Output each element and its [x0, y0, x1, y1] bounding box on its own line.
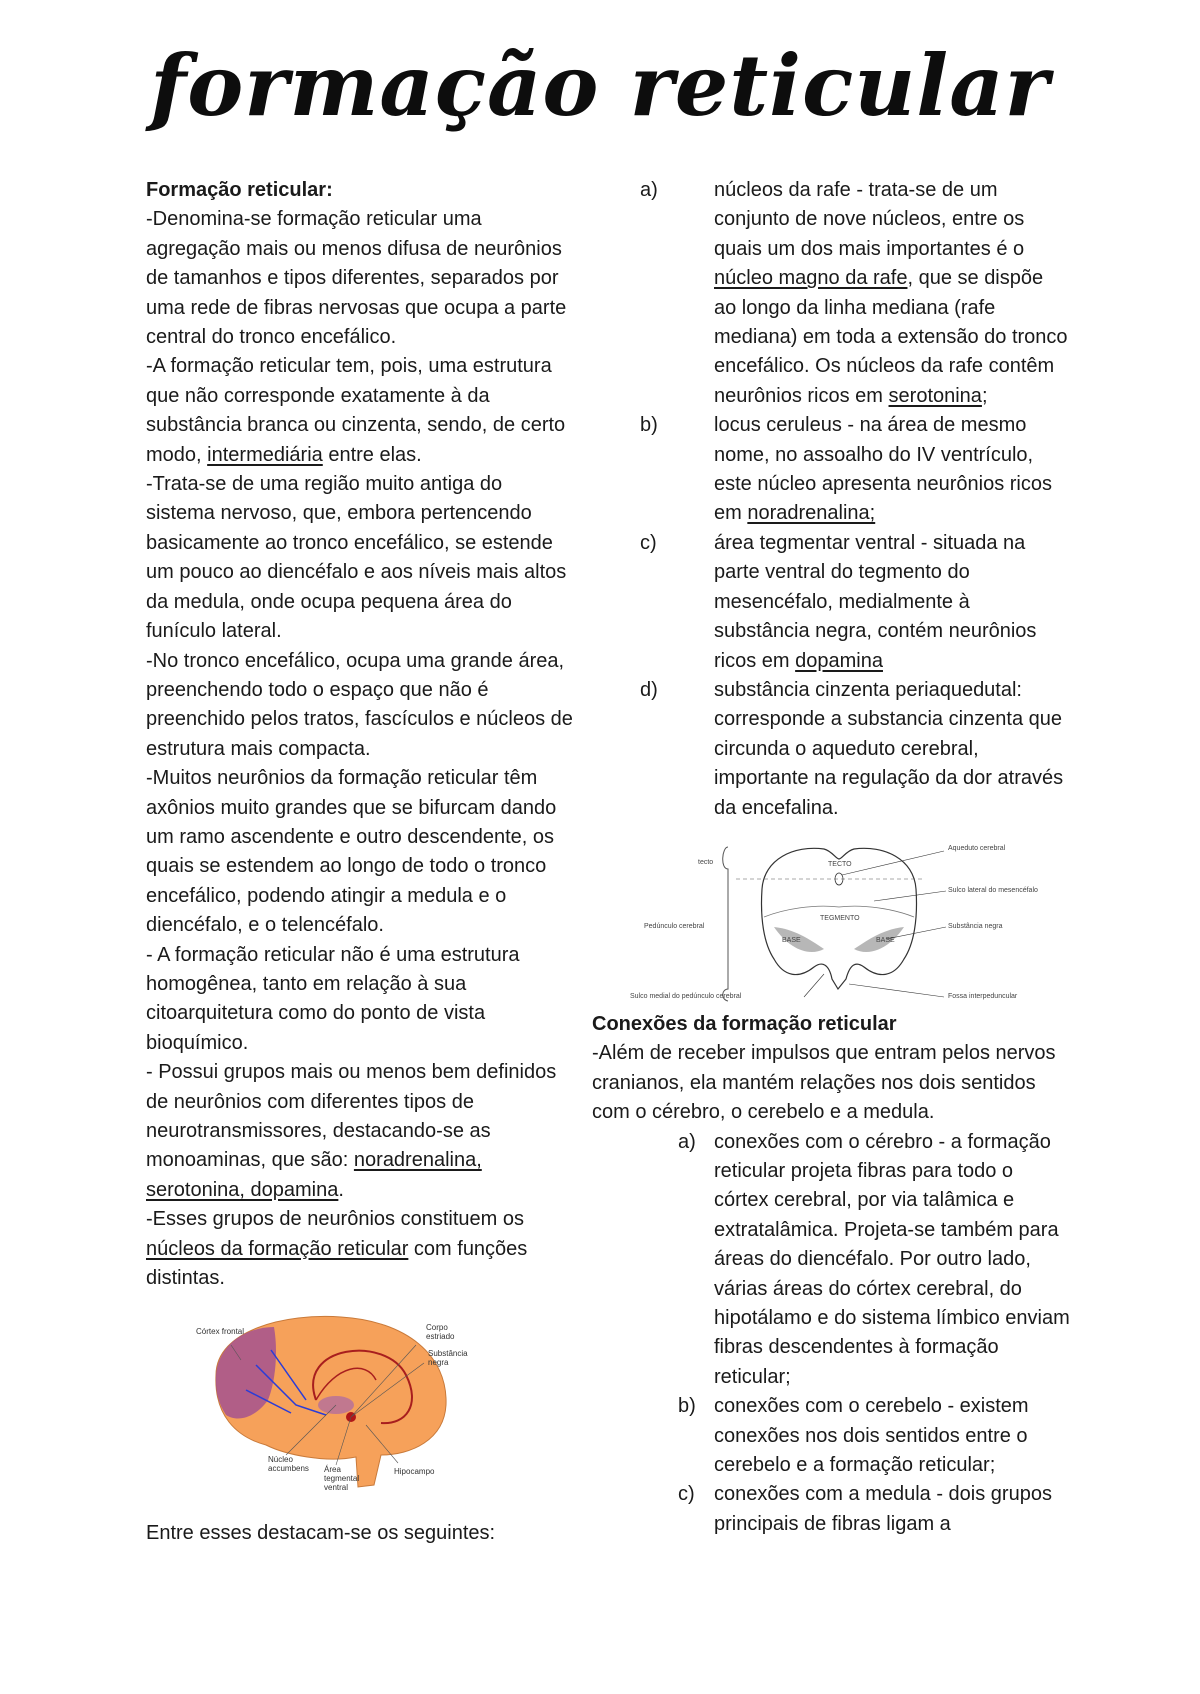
underlined-term: núcleo magno da rafe — [714, 267, 908, 290]
brain-pathways-figure — [176, 1305, 476, 1495]
list-item: b) conexões com o cerebelo - existem conexões nos dois sentidos entre o cerebelo e a formação reticular; — [678, 1395, 1029, 1477]
label-fossa: Fossa interpeduncular — [948, 992, 1018, 1000]
label-base-left: BASE — [782, 936, 801, 944]
paragraph-groups: - Possui grupos mais ou menos bem definidos de neurônios com diferentes tipos de neurotransmissores, destacando-se as monoaminas, que são: noradrenalina, serotonina, dopamina. — [146, 1061, 557, 1201]
list-item: c) área tegmentar ventral - situada na parte ventral do tegmento do mesencéfalo, medialmente à substância negra, contém neurônios ricos em dopamina — [640, 531, 1037, 672]
label-tegmento: TEGMENTO — [820, 914, 860, 922]
label-tecto: tecto — [698, 858, 714, 866]
underlined-term: noradrenalina; — [747, 502, 876, 525]
connections-intro: -Além de receber impulsos que entram pelos nervos cranianos, ela mantém relações nos dois sentidos com o cérebro, o cerebelo e a medula. — [592, 1042, 1056, 1124]
label-frontal-cortex: Córtex frontal — [196, 1327, 245, 1337]
paragraph-closing: Entre esses destacam-se os seguintes: — [146, 1522, 496, 1545]
label-base-right: BASE — [876, 936, 895, 944]
label-tecto-inner: TECTO — [828, 860, 852, 868]
list-item: a) conexões com o cérebro - a formação reticular projeta fibras para todo o córtex cerebral, por via talâmica e extratalâmica. Projeta-se também para áreas do diencéfalo. Por outro lado, várias áreas do córtex cerebral, do hipotálamo e do sistema límbico enviam fibras descendentes à formação reticular; — [678, 1130, 1070, 1388]
connections-heading: Conexões da formação reticular — [592, 1012, 897, 1035]
paragraph-brainstem: -No tronco encefálico, ocupa uma grande área, preenchendo todo o espaço que não é preenchido pelos tratos, fascículos e núcleos de estrutura mais compacta. — [146, 649, 573, 760]
paragraph-axons: -Muitos neurônios da formação reticular têm axônios muito grandes que se bifurcam dando um ramo ascendente e outro descendente, os quais se estendem ao longo de todo o tronco encefálico, podendo atingir a medula e o diencéfalo, e o telencéfalo. — [146, 767, 557, 937]
right-column — [592, 176, 1070, 1539]
underlined-term: intermediária — [207, 443, 323, 466]
section-heading: Formação reticular: — [146, 179, 333, 201]
paragraph-homogeneity: - A formação reticular não é uma estrutura homogênea, tanto em relação à sua citoarquitetura como do ponto de vista bioquímico. — [146, 943, 520, 1054]
label-striatum: Corpo estriado — [426, 1323, 455, 1342]
midbrain-section-figure — [624, 839, 1054, 1004]
label-accumbens: Núcleo accumbens — [268, 1455, 309, 1474]
label-aqueduto: Aqueduto cerebral — [948, 844, 1006, 852]
label-hippocampus: Hipocampo — [394, 1467, 435, 1477]
paragraph-nuclei: -Esses grupos de neurônios constituem os núcleos da formação reticular com funções distintas. — [146, 1208, 528, 1290]
label-sulco-medial: Sulco medial do pedúnculo cerebral — [630, 992, 742, 1000]
paragraph-structure: -A formação reticular tem, pois, uma estrutura que não corresponde exatamente à da substância branca ou cinzenta, sendo, de certo modo, intermediária entre elas. — [146, 355, 566, 466]
label-sulco-lateral: Sulco lateral do mesencéfalo — [948, 886, 1038, 894]
label-substancia-negra: Substância negra — [948, 922, 1003, 930]
list-item: a) núcleos da rafe - trata-se de um conjunto de nove núcleos, entre os quais um dos mais importantes é o núcleo magno da rafe, que se dispõe ao longo da linha mediana (rafe mediana) em toda a extensão do tronco encefálico. Os núcleos da rafe contêm neurônios ricos em serotonina; — [640, 179, 1068, 407]
list-item: d) substância cinzenta periaquedutal: corresponde a substancia cinzenta que circunda o aqueduto cerebral, importante na regulação da dor através da encefalina. — [640, 678, 1064, 819]
underlined-term: dopamina — [795, 649, 883, 672]
page-title: formação reticular — [150, 36, 1050, 135]
label-pedunculo: Pedúnculo cerebral — [644, 922, 705, 930]
left-column — [146, 176, 576, 1549]
underlined-term: serotonina — [888, 384, 982, 407]
label-substantia-nigra: Substância negra — [428, 1349, 468, 1368]
paragraph-history: -Trata-se de uma região muito antiga do sistema nervoso, que, embora pertencendo basicamente ao tronco encefálico, se estende um pouco ao diencéfalo e aos níveis mais altos da medula, onde ocupa pequena área do funículo lateral. — [146, 473, 567, 643]
list-item: b) locus ceruleus - na área de mesmo nome, no assoalho do IV ventrículo, este núcleo apresenta neurônios ricos em noradrenalina; — [640, 414, 1052, 525]
underlined-term: núcleos da formação reticular — [146, 1237, 409, 1260]
underlined-term: noradrenalina, serotonina, dopamina — [146, 1149, 482, 1201]
paragraph-definition: -Denomina-se formação reticular uma agregação mais ou menos difusa de neurônios de tamanhos e tipos diferentes, separados por uma rede de fibras nervosas que ocupa a parte central do tronco encefálico. — [146, 208, 567, 349]
label-vta: Área tegmental ventral — [324, 1465, 360, 1493]
list-item: c) conexões com a medula - dois grupos principais de fibras ligam a — [678, 1483, 1052, 1535]
